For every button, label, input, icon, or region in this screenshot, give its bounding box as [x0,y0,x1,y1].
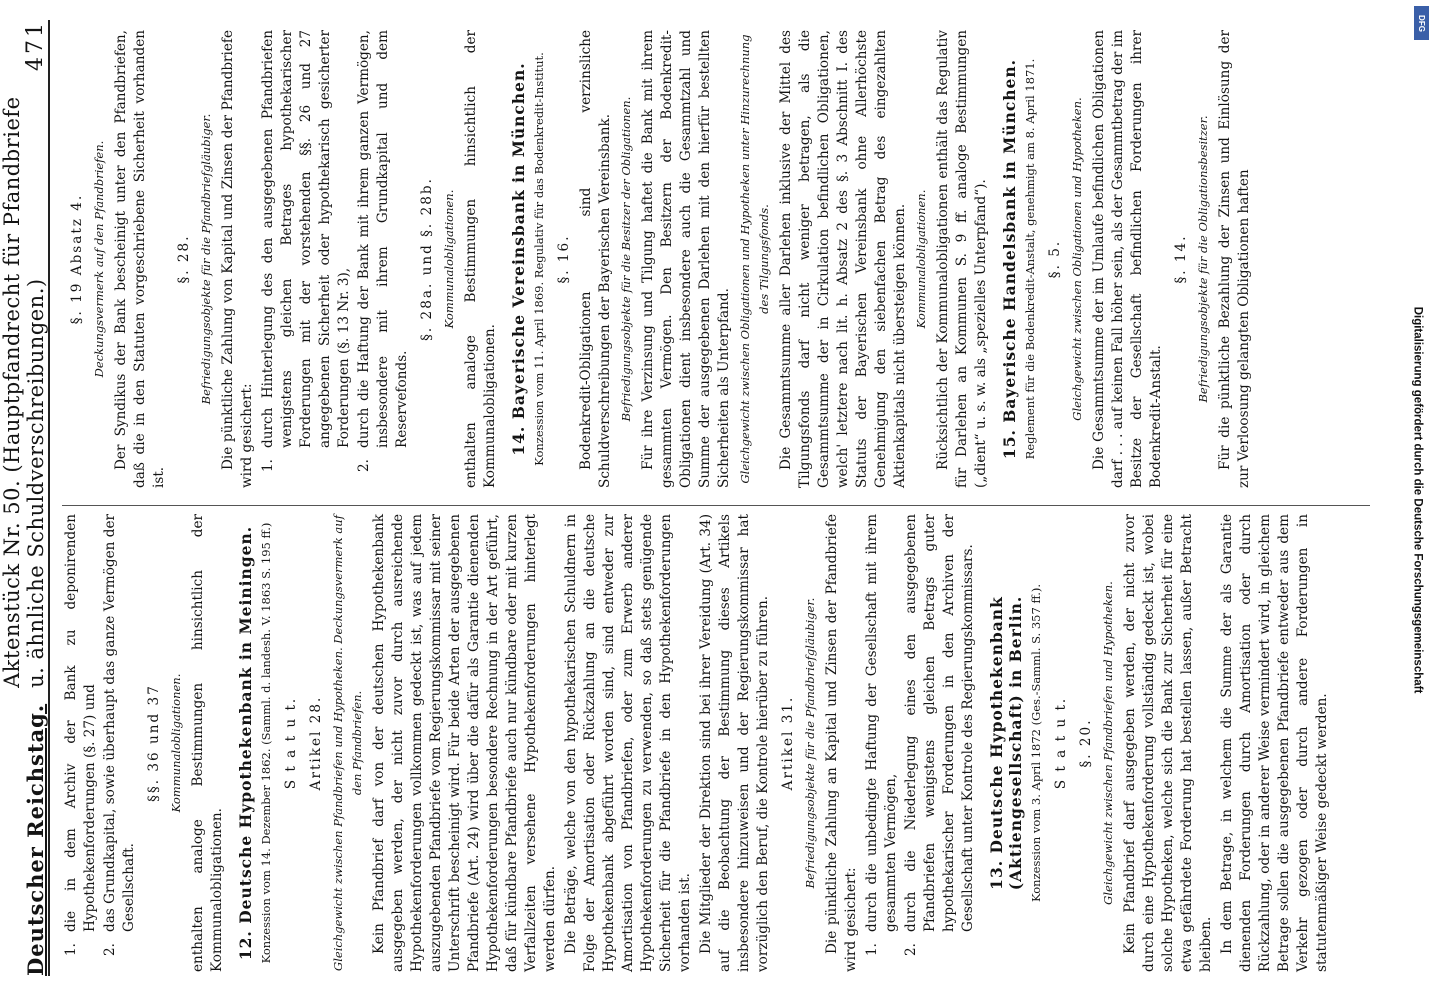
paragraph: Die Gesammtsumme der im Umlaufe befindlichen Obligationen darf . . . auf keinen Fall höher sein, als der Gesammtbetrag der im Besitze der Gesellschaft befindlichen Forderungen ihrer Bodenkredit-Anstalt. [1091,30,1164,488]
article-heading: Artikel 31. [780,695,796,791]
bank-subheading: Konzession vom 3. April 1872 (Ges.-Samml. S. 357 ff.). [1029,583,1043,903]
header-left: Deutscher Reichstag. [23,703,48,976]
page-header [0,20,50,976]
section-subheading: Gleichgewicht zwischen Pfandbriefen und Hypotheken. [1101,581,1115,905]
paragraph: Für die pünktliche Bezahlung der Zinsen und Einlösung der zur Verloosung gelangten Obligationen haften [1217,30,1252,488]
page-number: 471 [23,20,48,71]
section-subheading: Befriedigungsobjekte für die Besitzer der Obligationen. [619,96,633,422]
section-subheading: Kommunalobligationen. [169,673,183,813]
paragraph: Die pünktliche Zahlung von Kapital und Zinsen der Pfandbriefe wird gesichert: [220,30,255,488]
paragraph: Rücksichtlich der Kommunalobligationen enthält das Regulativ für Darlehen an Kommunen S. 9 ff. analoge Bestimmungen („dient“ u. s. w. als „spezielles Unterpfand“). [935,30,989,488]
column-divider [62,505,1370,506]
section-subheading: Kommunalobligationen. [914,189,928,329]
list-item: 2. durch die Haftung der Bank mit ihrem ganzen Vermögen, insbesondere mit ihrem Grundkapital und dem Reservefonds. [356,30,410,472]
section-heading: §§. 36 und 37 [146,684,162,802]
section-heading: §. 16. [556,234,572,284]
credit-text: Digitalisierung gefördert durch die Deutsche Forschungsgemeinschaft [1411,306,1423,694]
section-heading: §. 19 Absatz 4. [69,193,85,325]
paragraph: Die pünktliche Zahlung an Kapital und Zinsen der Pfandbriefe wird gesichert: [824,514,859,972]
article-subheading: Gleichgewicht zwischen Pfandbriefen und Hypotheken. Deckungsvermerk auf den Pfandbriefen. [331,515,364,971]
section-subheading: Befriedigungsobjekte für die Obligationsbesitzer. [1196,115,1210,403]
section-subheading: Deckungsvermerk auf den Pfandbriefen. [92,140,106,378]
header-title: Aktenstück Nr. 50. (Hauptpfandrecht für Pfandbriefe u. ähnliche Schuldverschreibungen.) [0,96,48,688]
bank-heading: 14. Bayerische Vereinsbank in München. [509,62,528,456]
paragraph: Kein Pfandbrief darf ausgegeben werden, der nicht zuvor durch eine Hypothekenforderung vollständig gedeckt ist, wobei solche Hypotheken, welche sich die Bank zur Sicherheit für eine etwa gefährdete Forderung hat bestellen lassen, außer Betracht bleiben. [1122,514,1214,972]
paragraph: Für ihre Verzinsung und Tilgung haftet die Bank mit ihrem gesammten Vermögen. Den Besitzern der Bodenkredit-Obligationen dient insbesondere auch die Gesammtzahl und Summe der ausgegebenen Darlehen mit den hierfür bestellten Sicherheiten als Unterpfand. [640,30,732,488]
section-subheading: Befriedigungsobjekte für die Pfandbriefgläubiger. [199,113,213,405]
bank-subheading: Reglement für die Bodenkredit-Anstalt, genehmigt am 8. April 1871. [1023,58,1037,460]
bank-heading: 13. Deutsche Hypothekenbank (Aktiengesellschaft) in Berlin. [987,595,1025,891]
dfg-logo-text: DFG [1417,14,1427,32]
digitization-credit [1404,0,1430,1000]
bank-subheading: Konzession vom 14. Dezember 1862. (Samml. d. landesh. V. 1863 S. 195 ff.) [259,522,273,964]
paragraph: Die Mitglieder der Direktion sind bei ihrer Vereidung (Art. 34) auf die Beobachtung der Bestimmung dieses Artikels insbesondere hinzuweisen und der Regierungskommissar hat vorzüglich den Beruf, die Kontrole hierüber zu führen. [698,514,771,972]
paragraph: enthalten analoge Bestimmungen hinsichtlich der Kommunalobligationen. [463,30,498,488]
paragraph: Kein Pfandbrief darf von der deutschen Hypothekenbank ausgegeben werden, der nicht zuvor durch ausreichende Hypothekenforderungen vollkommen gedeckt ist, was auf jedem auszugebenden Pfandbriefe vom Regierungskommissar mit seiner Unterschrift bescheinigt wird. Für beide Arten der ausgegebenen Pfandbriefe (Art. 24) wird über die dafür als Garantie dienenden Hypothekenforderungen besondere Rechnung in der Art geführt, daß für kündbare Pfandbriefe auch nur kündbare oder mit kurzen Verfallzeiten versehene Hypothekenforderungen hinterlegt werden dürfen. [371,514,558,972]
list-item: 1. durch die unbedingte Haftung der Gesellschaft mit ihrem gesammten Vermögen, [864,514,899,956]
section-heading: §. 28a. und §. 28b. [419,177,435,341]
statute-heading: S t a t u t. [283,696,299,790]
section-heading: §. 14. [1173,234,1189,284]
bank-heading: 15. Bayerische Handelsbank in München. [1000,58,1019,460]
list-item: 2. durch die Niederlegung eines den ausgegebenen Pfandbriefen wenigstens gleichen Betrags guter hypothekarischer Forderungen in den Archiven der Gesellschaft unter Kontrole des Regierungskommissars. [903,514,976,956]
section-subheading: Kommunalobligationen. [442,189,456,329]
list-item: 1. durch Hinterlegung des den ausgegebenen Pfandbriefen wenigstens gleichen Betrages hypothekarischer Forderungen mit der vorstehenden §§. 26 und 27 angegebenen Sicherheit oder hypothekarisch gesicherter Forderungen (§. 13 Nr. 3), [260,30,352,472]
list-item: 2. das Grundkapital, sowie überhaupt das ganze Vermögen der Gesellschaft. [102,514,137,956]
section-heading: §. 5. [1047,239,1063,279]
section-heading: §. 20. [1078,718,1094,768]
paragraph: Der Syndikus der Bank bescheinigt unter den Pfandbriefen, daß die in den Statuten vorgeschriebene Sicherheit vorhanden ist. [113,30,167,488]
dfg-logo [1414,6,1429,40]
left-column [62,514,1384,972]
list-item: 1. die in dem Archiv der Bank zu deponirenden Hypothekenforderungen (§. 27) und [63,514,98,956]
right-column [62,30,1384,488]
paragraph: Die Beträge, welche von den hypothekarischen Schuldnern in Folge der Amortisation oder Rückzahlung an die deutsche Hypothekenbank abgeführt worden sind, sind entweder zur Amortisation von Pfandbriefen, oder zum Erwerb anderer Hypothekenforderungen zu verwenden, so daß stets genügende Sicherheit für die Pfandbriefe in den Hypothekenforderungen vorhanden ist. [563,514,693,972]
paragraph: Die Gesammtsumme aller Darlehen inklusive der Mittel des Tilgungsfonds darf nicht weniger betragen, als die Gesammtsumme der in Cirkulation befindlichen Obligationen, welch' letztere nach lit. h. Absatz 2 des §. 3 Abschnitt I. des Statuts der Bayerischen Vereinsbank ohne Allerhöchste Genehmigung den siebenfachen Betrag des eingezahlten Aktienkapitals nicht übersteigen können. [778,30,908,488]
article-subheading: Befriedigungsobjekte für die Pfandbriefgläubiger. [803,597,817,889]
section-subheading: Gleichgewicht zwischen Obligationen und Hypotheken unter Hinzurechnung des Tilgungsfonds. [738,34,771,484]
section-subheading: Gleichgewicht zwischen Obligationen und Hypotheken. [1070,97,1084,421]
paragraph: enthalten analoge Bestimmungen hinsichtlich der Kommunalobligationen. [190,514,225,972]
paragraph: In dem Betrage, in welchem die Summe der als Garantie dienenden Forderungen durch Amortisation oder durch Rückzahlung, oder in anderer Weise vermindert wird, in gleichem Betrage sollen die ausgegebenen Pfandbriefe entweder aus dem Verkehr gezogen oder durch andere Forderungen in statutenmäßiger Weise gedeckt werden. [1219,514,1330,972]
paragraph: Bodenkredit-Obligationen sind verzinsliche Schuldverschreibungen der Bayerischen Vereinsbank. [578,30,613,488]
article-heading: Artikel 28. [308,695,324,791]
bank-subheading: Konzession vom 11. April 1869. Regulativ für das Bodenkredit-Institut. [532,52,546,466]
statute-heading: S t a t u t. [1053,696,1069,790]
section-heading: §. 28. [176,234,192,284]
bank-heading: 12. Deutsche Hypothekenbank in Meiningen. [236,525,255,961]
